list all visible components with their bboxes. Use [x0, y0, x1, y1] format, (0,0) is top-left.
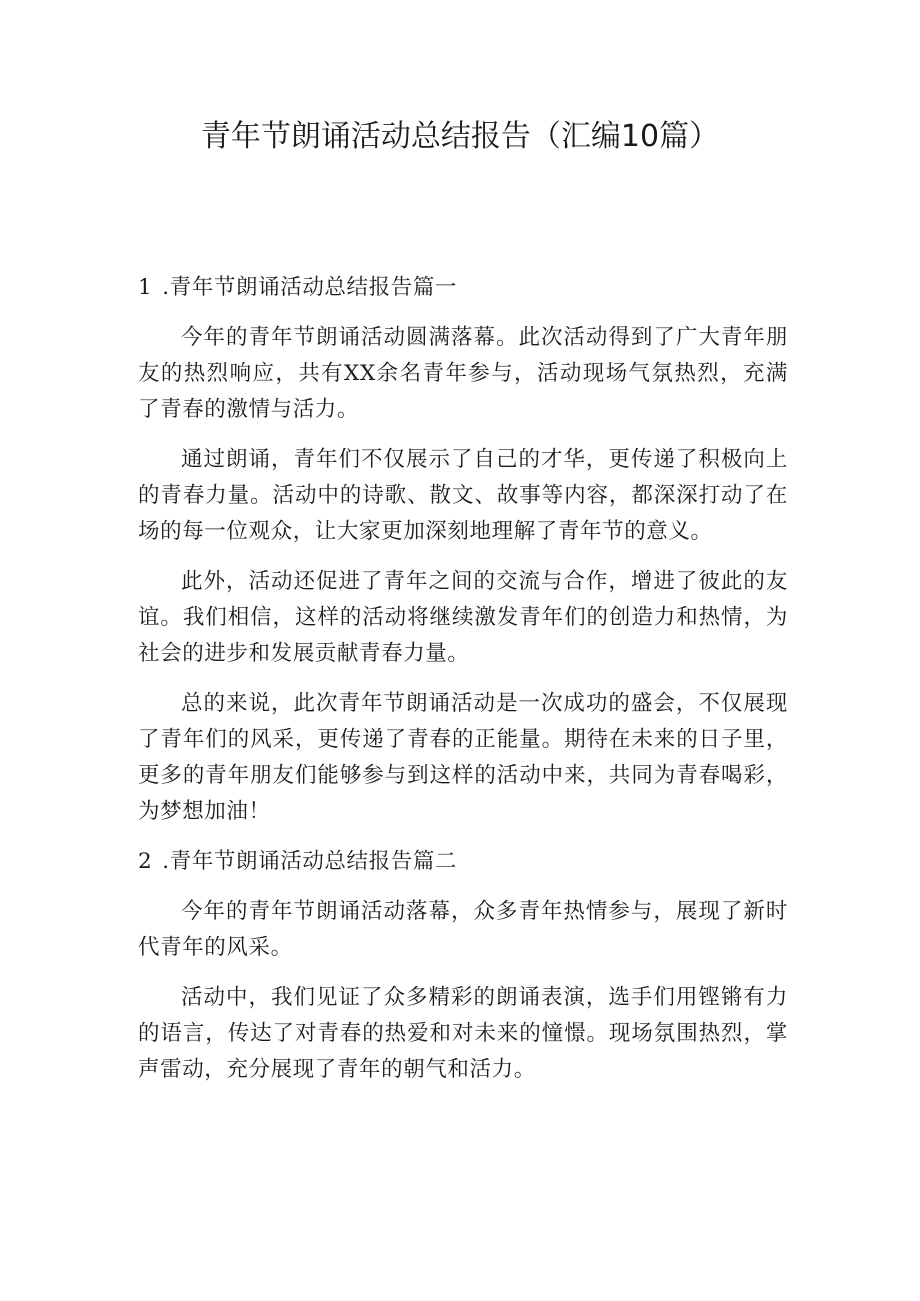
section-number: 1	[138, 275, 153, 300]
document-body	[138, 270, 788, 1102]
paragraph: 通过朗诵，青年们不仅展示了自己的才华，更传递了积极向上的青春力量。活动中的诗歌、散文、故事等内容，都深深打动了在场的每一位观众，让大家更加深刻地理解了青年节的意义。	[138, 447, 788, 544]
section-number: 2	[138, 849, 153, 874]
section-heading-text: .青年节朗诵活动总结报告篇二	[162, 849, 458, 874]
paragraph: 今年的青年节朗诵活动圆满落幕。此次活动得到了广大青年朋友的热烈响应，共有XX余名青年参与，活动现场气氛热烈，充满了青春的激情与活力。	[138, 325, 788, 422]
document-title: 青年节朗诵活动总结报告（汇编10篇）	[200, 119, 720, 154]
paragraph: 今年的青年节朗诵活动落幕，众多青年热情参与，展现了新时代青年的风采。	[138, 899, 788, 960]
section-heading	[138, 270, 788, 306]
paragraph: 总的来说，此次青年节朗诵活动是一次成功的盛会，不仅展现了青年们的风采，更传递了青春的正能量。期待在未来的日子里，更多的青年朋友们能够参与到这样的活动中来，共同为青春喝彩，为梦想加油！	[138, 691, 788, 824]
section-heading-text: .青年节朗诵活动总结报告篇一	[162, 275, 458, 300]
paragraph: 活动中，我们见证了众多精彩的朗诵表演，选手们用铿锵有力的语言，传达了对青春的热爱和对未来的憧憬。现场氛围热烈，掌声雷动，充分展现了青年的朝气和活力。	[138, 985, 788, 1082]
paragraph: 此外，活动还促进了青年之间的交流与合作，增进了彼此的友谊。我们相信，这样的活动将继续激发青年们的创造力和热情，为社会的进步和发展贡献青春力量。	[138, 569, 788, 666]
section-heading	[138, 844, 788, 880]
